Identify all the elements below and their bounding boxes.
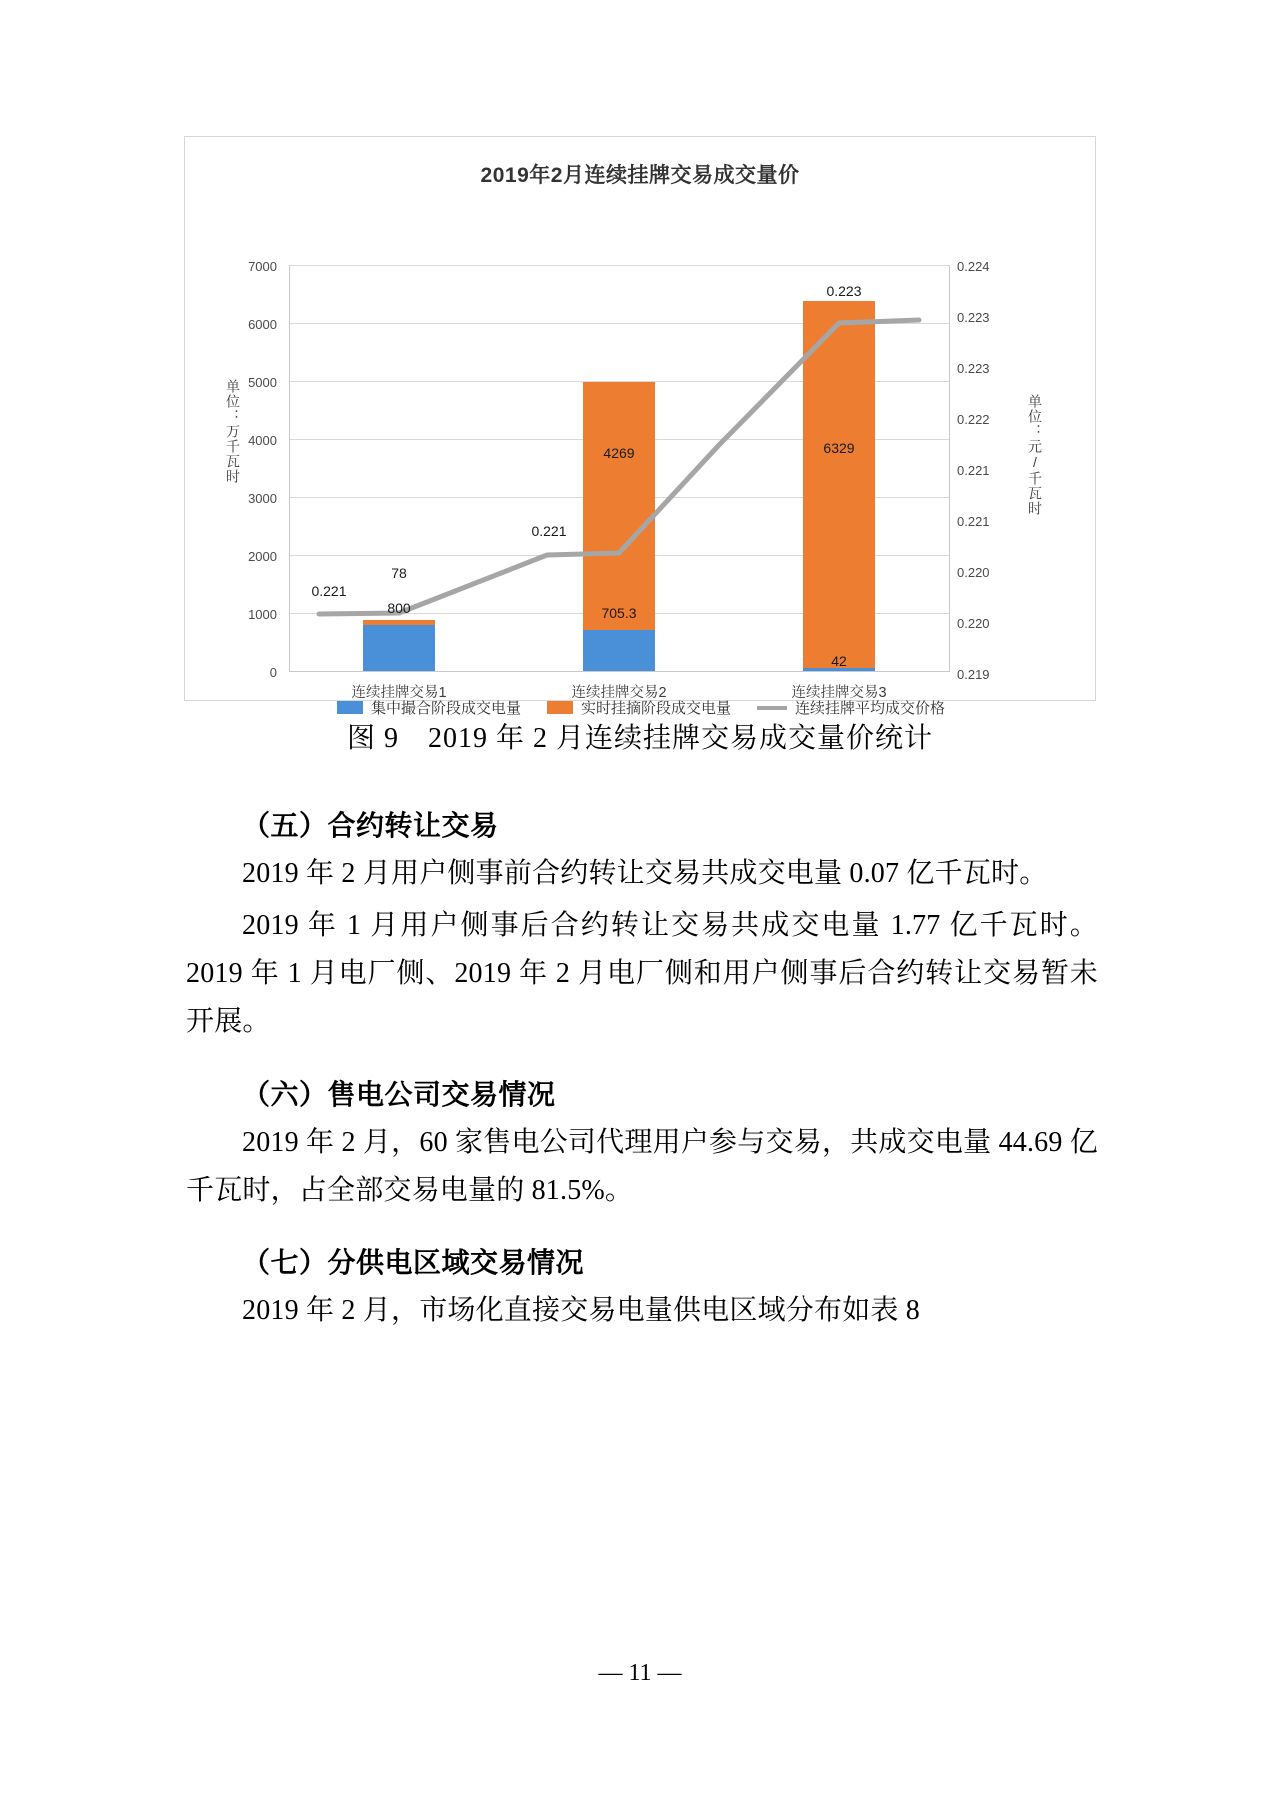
y-tick-left: 3000 [248, 491, 277, 506]
x-tick-label: 连续挂牌交易2 [571, 685, 667, 701]
section-heading-7: （七）分供电区域交易情况 [242, 1247, 585, 1279]
bar-value-label: 42 [831, 653, 847, 669]
legend-swatch-icon [547, 701, 573, 714]
y-tick-right: 0.220 [957, 565, 990, 580]
section-heading-5: （五）合约转让交易 [242, 811, 499, 842]
y-tick-left: 0 [269, 665, 277, 680]
y-tick-left: 6000 [248, 317, 277, 332]
document-body [186, 778, 1098, 1339]
y-axis-label-left: 单位：万千瓦时 [225, 379, 241, 484]
chart-title: 2019年2月连续挂牌交易成交量价 [480, 164, 800, 187]
paragraph-5-1: 2019 年 2 月用户侧事前合约转让交易共成交电量 0.07 亿千瓦时。 [242, 858, 1048, 889]
legend-label: 集中撮合阶段成交电量 [370, 700, 521, 717]
bar-value-label: 4269 [603, 445, 635, 461]
y-tick-left: 7000 [248, 259, 277, 274]
figure-caption: 图 9 2019 年 2 月连续挂牌交易成交量价统计 [346, 723, 933, 754]
bar-value-label: 800 [387, 600, 411, 616]
paragraph-7-1: 2019 年 2 月，市场化直接交易电量供电区域分布如表 8 [242, 1294, 921, 1326]
y-tick-left: 1000 [248, 607, 277, 622]
legend-item-orange [547, 697, 731, 718]
bar-value-label: 705.3 [601, 605, 637, 621]
chart-legend [185, 697, 1097, 718]
legend-label: 连续挂牌平均成交价格 [795, 700, 946, 717]
y-tick-right: 0.223 [957, 310, 990, 325]
y-tick-right: 0.219 [957, 667, 990, 682]
bar-value-label: 6329 [823, 440, 855, 456]
page-number: — 11 — [598, 1660, 682, 1686]
paragraph-5-2: 2019 年 1 月用户侧事后合约转让交易共成交电量 1.77 亿千瓦时。2019 年 1 月电厂侧、2019 年 2 月电厂侧和用户侧事后合约转让交易暂未开展。 [186, 910, 1098, 1038]
line-value-label: 0.223 [826, 283, 862, 299]
paragraph-6-1: 2019 年 2 月，60 家售电公司代理用户参与交易，共成交电量 44.69 亿千瓦时，占全部交易电量的 81.5%。 [186, 1126, 1098, 1206]
y-tick-right: 0.224 [957, 259, 990, 274]
chart-figure [184, 136, 1096, 717]
line-value-label: 0.221 [311, 583, 347, 599]
legend-line-icon [757, 706, 787, 710]
x-tick-label: 连续挂牌交易1 [351, 685, 447, 701]
y-tick-left: 5000 [248, 375, 277, 390]
legend-item-blue [337, 697, 521, 718]
y-tick-right: 0.220 [957, 616, 990, 631]
bar-value-label: 78 [391, 565, 407, 581]
x-tick-label: 连续挂牌交易3 [791, 685, 887, 701]
chart-canvas [289, 265, 949, 671]
legend-swatch-icon [337, 701, 363, 714]
line-value-label: 0.221 [531, 523, 567, 539]
y-tick-right: 0.223 [957, 361, 990, 376]
y-tick-left: 2000 [248, 549, 277, 564]
y-axis-label-right: 单位：元/千瓦时 [1027, 394, 1043, 516]
y-tick-right: 0.222 [957, 412, 990, 427]
y-tick-right: 0.221 [957, 463, 990, 478]
section-heading-6: （六）售电公司交易情况 [242, 1079, 556, 1111]
legend-label: 实时挂摘阶段成交电量 [580, 700, 731, 717]
legend-item-line [757, 697, 945, 718]
y-tick-left: 4000 [248, 433, 277, 448]
y-tick-right: 0.221 [957, 514, 990, 529]
chart-plot-area [185, 189, 1097, 717]
